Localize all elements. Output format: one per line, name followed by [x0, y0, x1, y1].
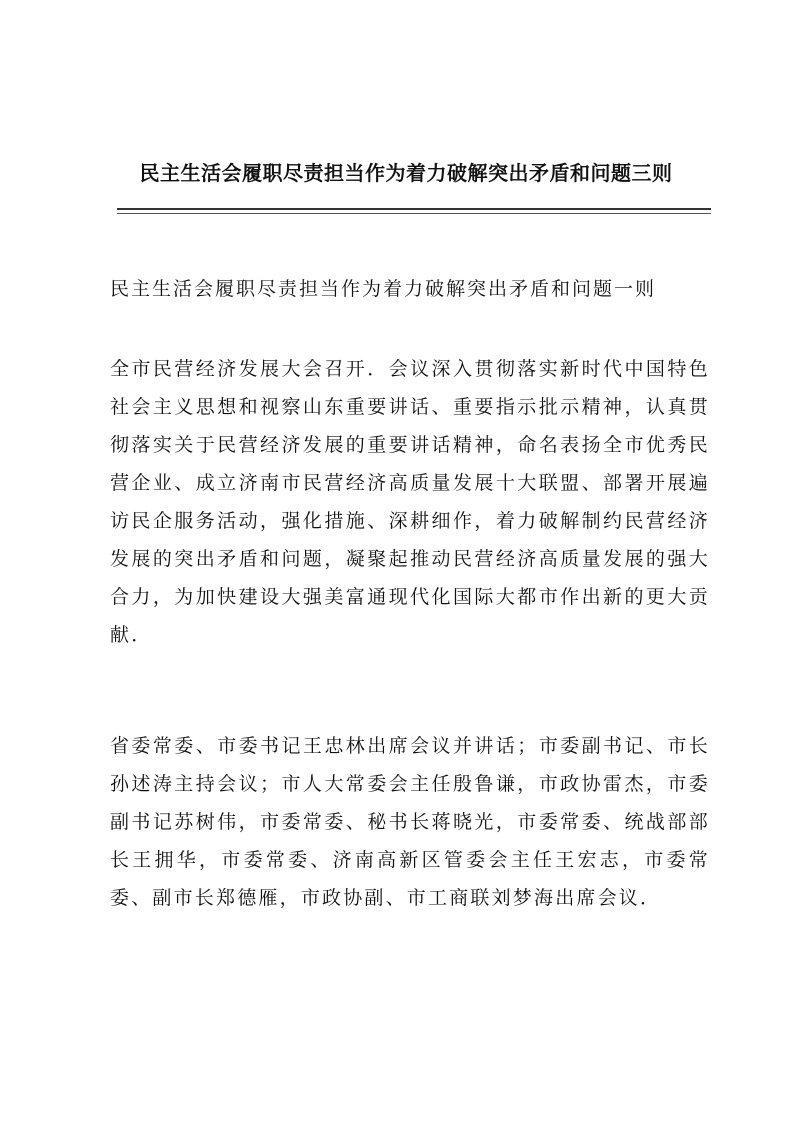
title-underline	[117, 208, 711, 210]
title-underline-thin	[117, 213, 711, 214]
section-subtitle: 民主生活会履职尽责担当作为着力破解突出矛盾和问题一则	[110, 278, 657, 300]
paragraph-2: 省委常委、市委书记王忠林出席会议并讲话；市委副书记、市长孙述涛主持会议；市人大常委会主任殷鲁谦，市政协雷杰，市委副书记苏树伟，市委常委、秘书长蒋晓光，市委常委、统战部部长王拥华，市委常委、济南高新区管委会主任王宏志，市委常委、副市长郑德雁，市政协副、市工商联刘梦海出席会议．	[110, 735, 710, 909]
document-title: 民主生活会履职尽责担当作为着力破解突出矛盾和问题三则	[139, 161, 673, 185]
paragraph-1: 全市民营经济发展大会召开．会议深入贯彻落实新时代中国特色社会主义思想和视察山东重要讲话、重要指示批示精神，认真贯彻落实关于民营经济发展的重要讲话精神，命名表扬全市优秀民营企业、成立济南市民营经济高质量发展十大联盟、部署开展遍访民企服务活动，强化措施、深耕细作，着力破解制约民营经济发展的突出矛盾和问题，凝聚起推动民营经济高质量发展的强大合力，为加快建设大强美富通现代化国际大都市作出新的更大贡献．	[110, 358, 710, 646]
